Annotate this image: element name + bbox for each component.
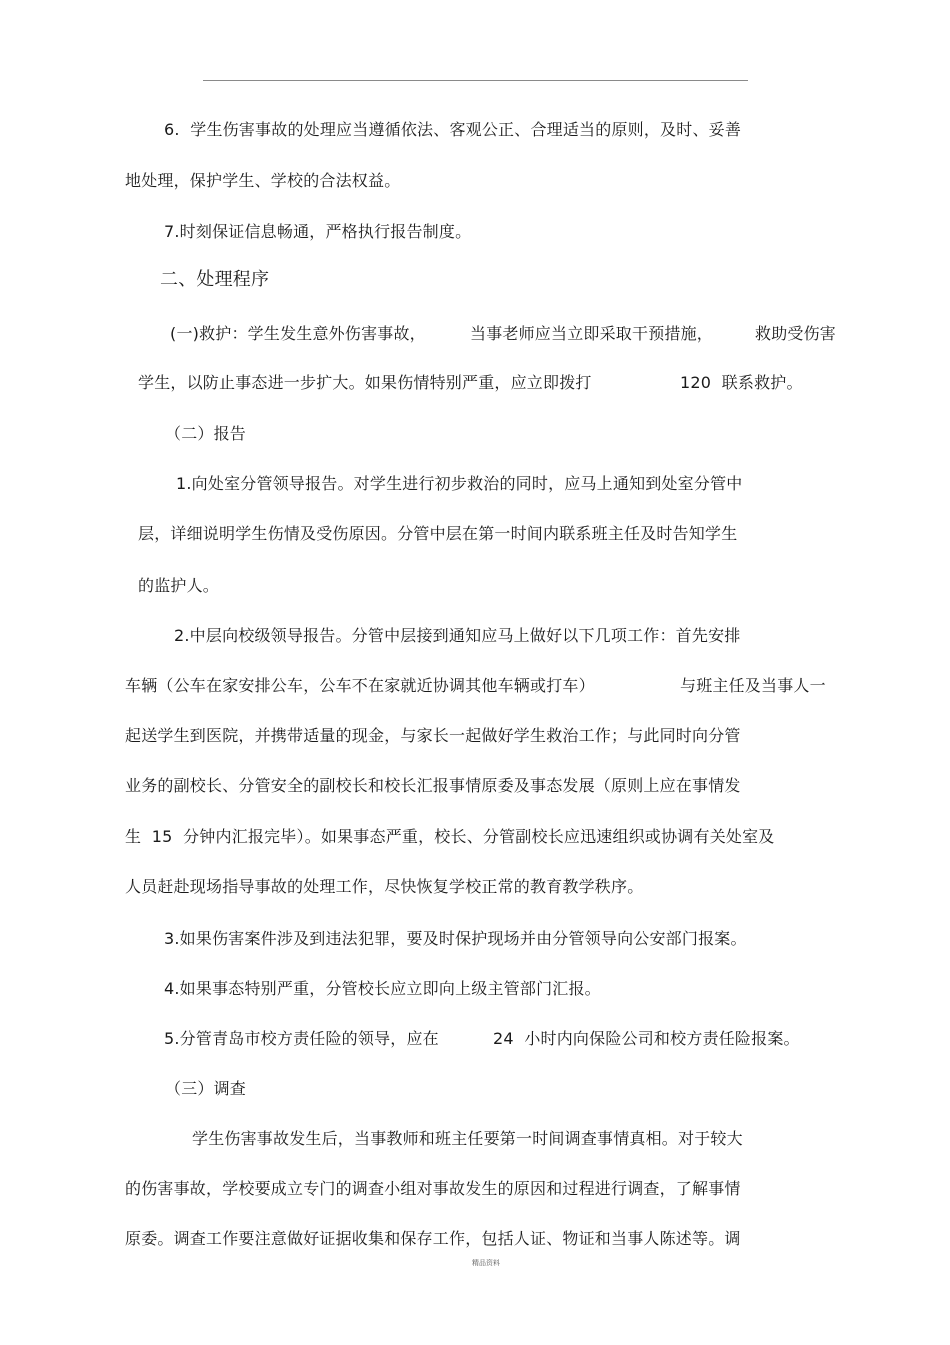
text-line: 5.分管青岛市校方责任险的领导，应在 (164, 1029, 439, 1048)
text-line: 业务的副校长、分管安全的副校长和校长汇报事情原委及事态发展（原则上应在事情发 (125, 776, 741, 795)
text-line: 车辆（公车在家安排公车，公车不在家就近协调其他车辆或打车） (125, 676, 595, 695)
text-line: 的伤害事故，学校要成立专门的调查小组对事故发生的原因和过程进行调查，了解事情 (125, 1179, 741, 1198)
text-line: 人员赶赴现场指导事故的处理工作，尽快恢复学校正常的教育教学秩序。 (125, 877, 644, 896)
footer-label: 精品资料 (472, 1259, 500, 1267)
text-line: 原委。调查工作要注意做好证据收集和保存工作，包括人证、物证和当事人陈述等。调 (125, 1229, 741, 1248)
text-line: 4.如果事态特别严重，分管校长应立即向上级主管部门汇报。 (164, 979, 601, 998)
text-line: 地处理，保护学生、学校的合法权益。 (125, 171, 401, 190)
text-line: 当事老师应当立即采取干预措施， (470, 324, 714, 343)
header-rule (203, 80, 748, 81)
text-line: 7.时刻保证信息畅通，严格执行报告制度。 (164, 222, 472, 241)
text-line: 2.中层向校级领导报告。分管中层接到通知应马上做好以下几项工作：首先安排 (174, 626, 741, 645)
text-line: 生 15 分钟内汇报完毕）。如果事态严重，校长、分管副校长应迅速组织或协调有关处室及 (125, 827, 775, 846)
text-line: 的监护人。 (138, 576, 220, 595)
text-line: 学生伤害事故发生后，当事教师和班主任要第一时间调查事情真相。对于较大 (192, 1129, 743, 1148)
subsection-heading: （三）调查 (165, 1079, 247, 1098)
text-line: 6. 学生伤害事故的处理应当遵循依法、客观公正、合理适当的原则，及时、妥善 (164, 120, 742, 139)
section-heading: 二、处理程序 (160, 269, 270, 290)
text-line: 学生，以防止事态进一步扩大。如果伤情特别严重，应立即拨打 (138, 373, 592, 392)
text-line: 1.向处室分管领导报告。对学生进行初步救治的同时，应马上通知到处室分管中 (176, 474, 743, 493)
text-line: 3.如果伤害案件涉及到违法犯罪，要及时保护现场并由分管领导向公安部门报案。 (164, 929, 747, 948)
text-line: 与班主任及当事人一 (680, 676, 826, 695)
text-line: 起送学生到医院，并携带适量的现金，与家长一起做好学生救治工作；与此同时向分管 (125, 726, 741, 745)
subsection-heading: （二）报告 (165, 424, 247, 443)
text-line: 120 联系救护。 (680, 373, 803, 392)
text-line: (一)救护：学生发生意外伤害事故， (170, 324, 426, 343)
text-line: 救助受伤害 (755, 324, 837, 343)
text-line: 层，详细说明学生伤情及受伤原因。分管中层在第一时间内联系班主任及时告知学生 (138, 524, 738, 543)
text-line: 24 小时内向保险公司和校方责任险报案。 (493, 1029, 800, 1048)
